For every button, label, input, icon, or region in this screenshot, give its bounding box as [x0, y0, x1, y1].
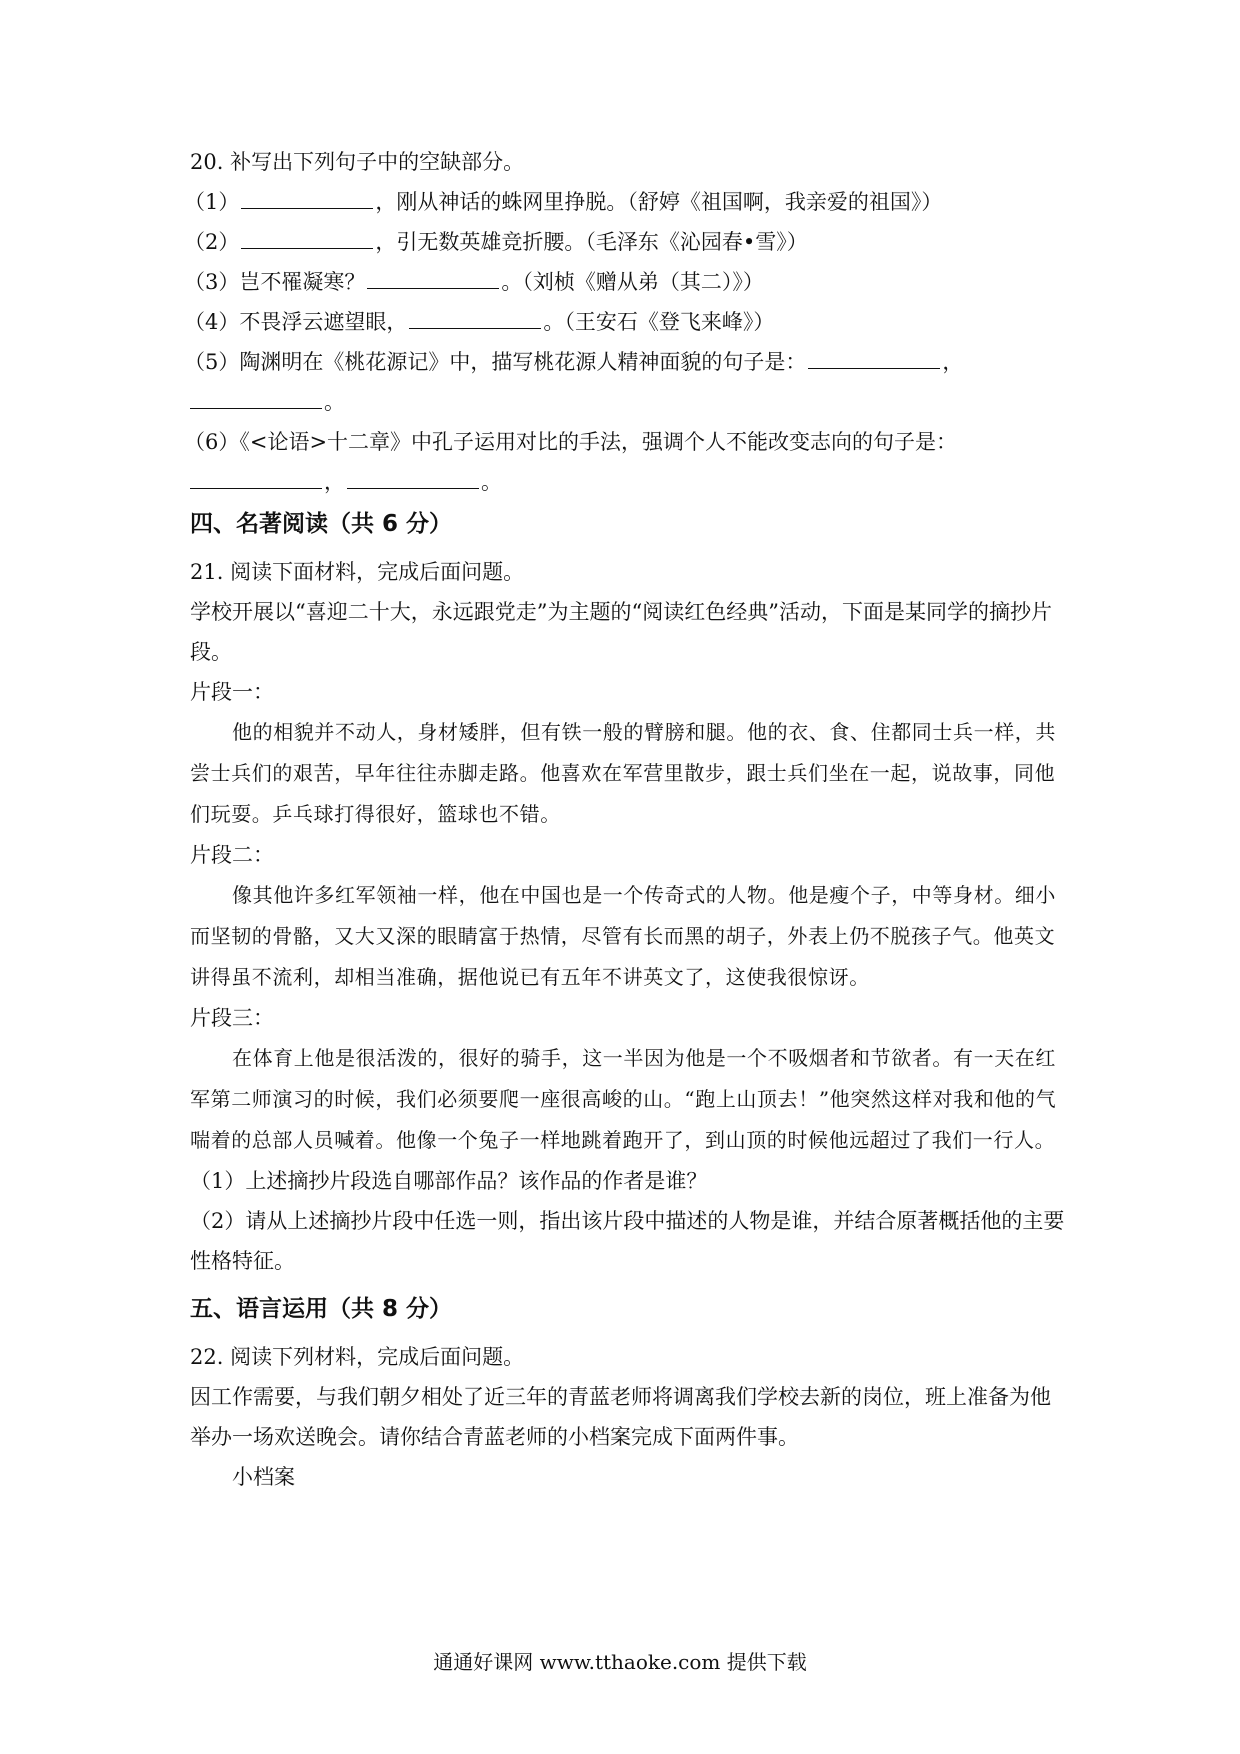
answer-blank[interactable] [241, 228, 373, 249]
q20-item-1: （1） ，刚从神话的蛛网里挣脱。（舒婷《祖国啊，我亲爱的祖国》） [184, 190, 943, 214]
page-footer: 通通好课网 www.tthaoke.com 提供下载 [433, 1650, 807, 1674]
q20-item-2: （2） ，引无数英雄竞折腰。（毛泽东《沁园春•雪》） [184, 230, 808, 254]
q20-item-5-continued: 。 [190, 388, 1070, 416]
excerpt-2-label: 片段二： [190, 843, 274, 867]
section-5-heading: 五、语言运用（共 8 分） [190, 1296, 453, 1322]
section-4-heading: 四、名著阅读（共 6 分） [190, 511, 453, 537]
exam-page [184, 148, 1070, 1497]
question-21-intro: 学校开展以“喜迎二十大，永远跟党走”为主题的“阅读红色经典”活动，下面是某同学的摘抄片段。 [190, 600, 1052, 664]
excerpt-3-label: 片段三： [190, 1006, 274, 1030]
q20-item-4: （4）不畏浮云遮望眼， 。（王安石《登飞来峰》） [184, 310, 775, 334]
q20-item-3: （3）岂不罹凝寒？ 。（刘桢《赠从弟（其二）》） [184, 270, 764, 294]
excerpt-2-text: 像其他许多红军领袖一样，他在中国也是一个传奇式的人物。他是瘦个子，中等身材。细小而坚韧的骨骼，又大又深的眼睛富于热情，尽管有长而黑的胡子，外表上仍不脱孩子气。他英文讲得虽不流利，却相当准确，据他说已有五年不讲英文了，这使我很惊讶。 [190, 883, 1056, 989]
answer-blank[interactable] [241, 188, 373, 209]
answer-blank[interactable] [409, 308, 541, 329]
question-22-title: 22. 阅读下列材料，完成后面问题。 [190, 1345, 525, 1369]
answer-blank[interactable] [190, 388, 322, 409]
question-22-intro: 因工作需要，与我们朝夕相处了近三年的青蓝老师将调离我们学校去新的岗位，班上准备为他举办一场欢送晚会。请你结合青蓝老师的小档案完成下面两件事。 [190, 1385, 1051, 1449]
excerpt-3-text: 在体育上他是很活泼的，很好的骑手，这一半因为他是一个不吸烟者和节欲者。有一天在红军第二师演习的时候，我们必须要爬一座很高峻的山。“跑上山顶去！”他突然这样对我和他的气喘着的总部人员喊着。他像一个兔子一样地跳着跑开了，到山顶的时候他远超过了我们一行人。 [190, 1046, 1057, 1152]
excerpt-1-text: 他的相貌并不动人，身材矮胖，但有铁一般的臂膀和腿。他的衣、食、住都同士兵一样，共尝士兵们的艰苦，早年往往赤脚走路。他喜欢在军营里散步，跟士兵们坐在一起，说故事，同他们玩耍。乒乓球打得很好，篮球也不错。 [190, 720, 1056, 826]
excerpt-1-label: 片段一： [190, 680, 274, 704]
q20-item-6-continued: ， 。 [190, 468, 1070, 496]
question-21-sub-1: （1）上述摘抄片段选自哪部作品？该作品的作者是谁？ [190, 1169, 708, 1193]
q20-item-6: （6）《<论语>十二章》中孔子运用对比的手法，强调个人不能改变志向的句子是： [184, 430, 958, 454]
answer-blank[interactable] [367, 268, 499, 289]
answer-blank[interactable] [190, 468, 322, 489]
answer-blank[interactable] [347, 468, 479, 489]
q20-item-5: （5）陶渊明在《桃花源记》中，描写桃花源人精神面貌的句子是： ， [184, 350, 964, 374]
question-20-title: 20. 补写出下列句子中的空缺部分。 [190, 150, 525, 174]
question-21-sub-2: （2）请从上述摘抄片段中任选一则，指出该片段中描述的人物是谁，并结合原著概括他的主要性格特征。 [190, 1209, 1065, 1273]
archive-label: 小档案 [232, 1465, 295, 1489]
answer-blank[interactable] [808, 348, 940, 369]
question-21-title: 21. 阅读下面材料，完成后面问题。 [190, 560, 525, 584]
